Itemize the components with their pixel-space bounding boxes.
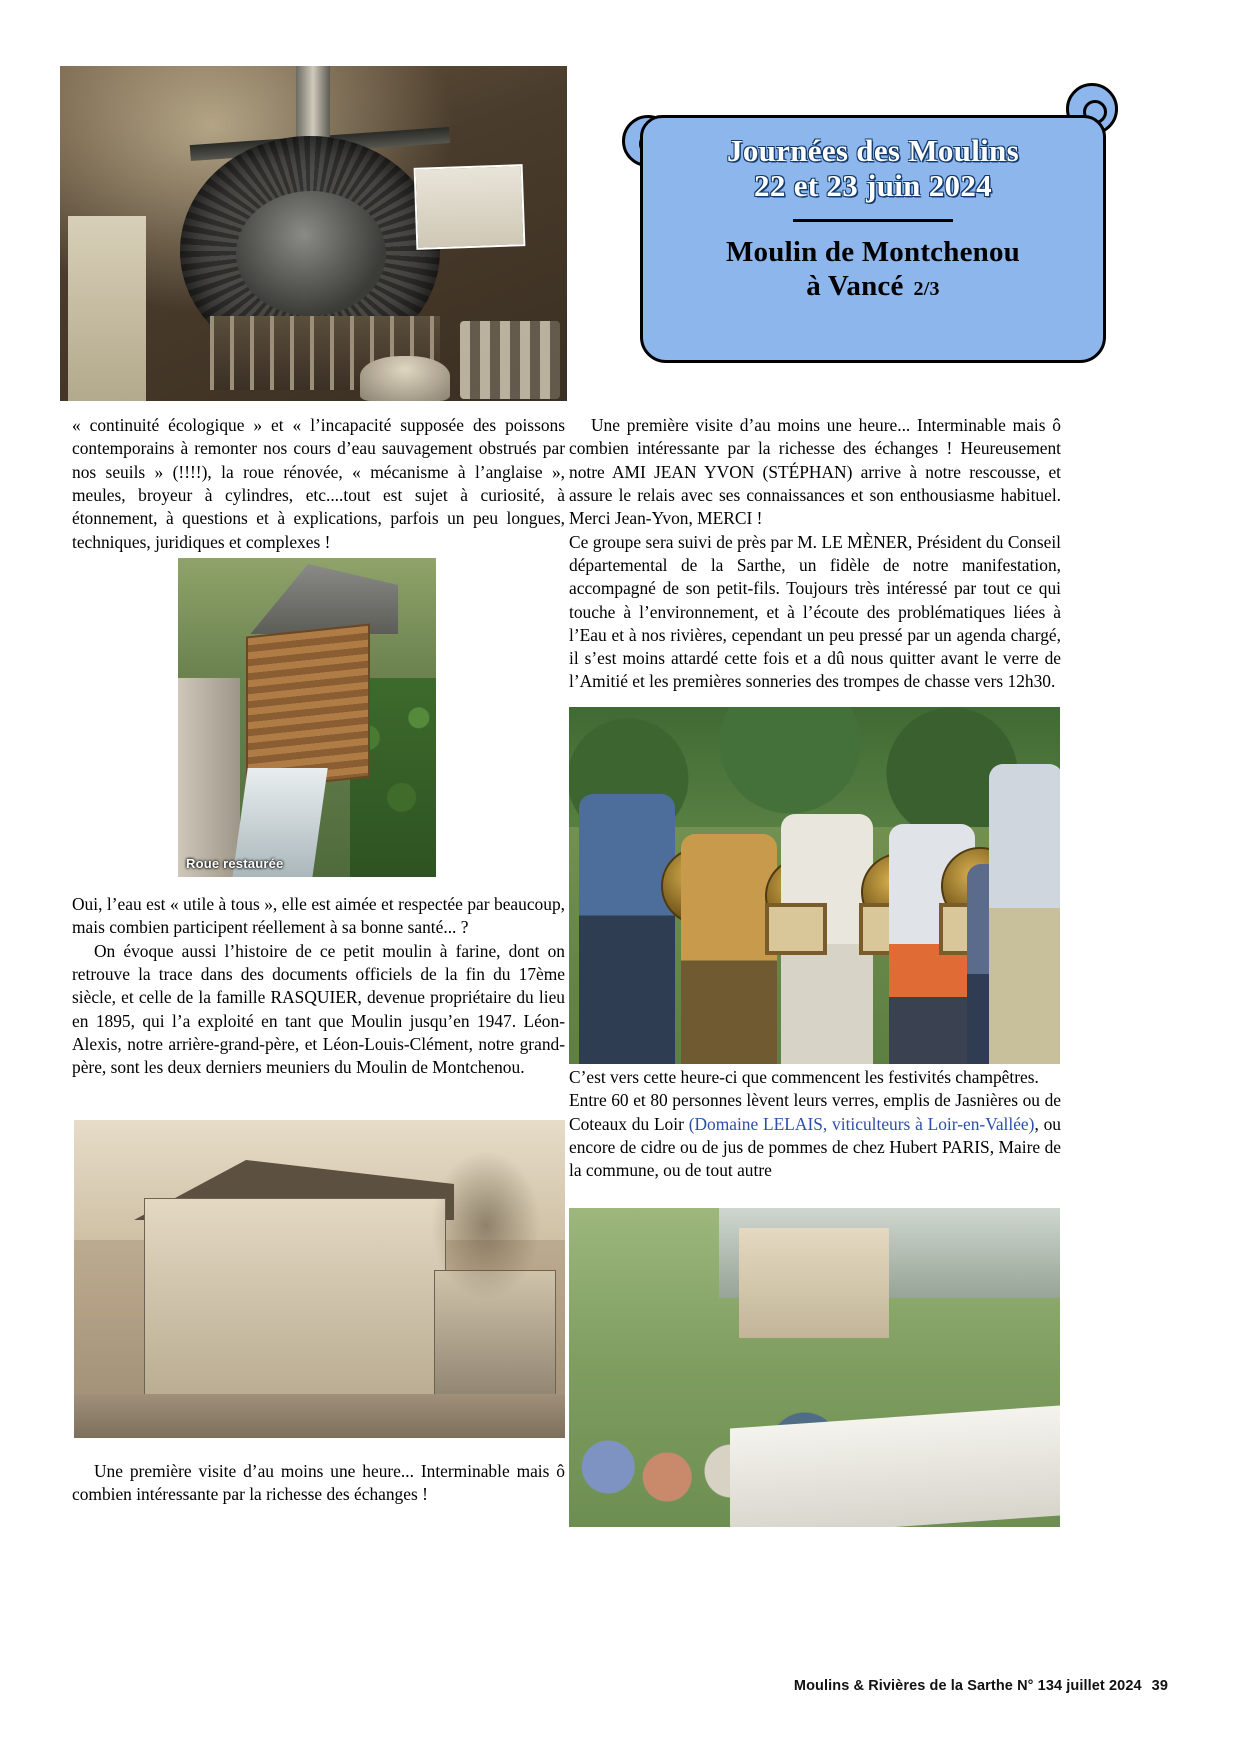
paragraph-part-b: , ou encore de cidre ou de jus de pommes de chez Hubert PARIS, Maire de la commune, ou de tout autre	[569, 1113, 1061, 1181]
mill-interior-photo	[60, 66, 567, 401]
paragraph-text: Ce groupe sera suivi de près par M. LE MÈNER, Président du Conseil départemental de la Sarthe, un fidèle de notre manifestation, accompagné de son petit-fils. Toujours très intéressé par tout ce qui touche à l’environnement, et à l’écoute des problématiques liées à l’Eau et à nos rivières, cependant un peu pressé par un agenda chargé, il s’est moins attardé cette fois et a dû nous quitter avant le verre de l’Amitié et les premières sonneries des trompes de chasse vers 12h30.	[569, 531, 1061, 692]
person	[989, 764, 1060, 1064]
page-footer	[794, 1678, 1168, 1694]
paragraph-text: « continuité écologique » et « l’incapacité supposée des poissons contemporains à remonter nos cours d’eau sauvagement obstrués par nos seuils » (!!!!), la roue rénovée, « mécanisme à l’anglaise », meules, broyeur à cylindres, etc....tout est sujet à curiosité, à étonnement, à questions et à explications, parfois un peu longues, techniques, juridiques et complexes !	[72, 415, 565, 552]
farm-house	[739, 1228, 889, 1338]
paragraph-text: C’est vers cette heure-ci que commencent les festivités champêtres.	[569, 1067, 1039, 1087]
left-column-paragraph-1	[72, 414, 565, 554]
framed-picture-on-easel	[765, 903, 827, 955]
floor-pot	[360, 356, 450, 401]
foreground-ground	[74, 1394, 565, 1438]
footer-publication-title: Moulins & Rivières de la Sarthe N° 134 juillet 2024	[793, 1678, 1142, 1694]
paragraph-text: Oui, l’eau est « utile à tous », elle est aimée et respectée par beaucoup, mais combien participent réellement à sa bonne santé... ?	[72, 894, 565, 938]
right-column-paragraphs-1	[569, 414, 1061, 694]
banner-title-line1: Journées des Moulins	[727, 133, 1019, 168]
footer-page-number: 39	[1151, 1678, 1168, 1694]
winery-link[interactable]: (Domaine LELAIS, viticulteurs à Loir-en-Vallée)	[688, 1113, 1035, 1134]
bare-tree	[431, 1150, 541, 1300]
buffet-table-photo	[569, 1208, 1060, 1527]
left-column-paragraph-3	[72, 1460, 565, 1507]
person	[681, 834, 777, 1064]
paragraph-text: Une première visite d’au moins une heure... Interminable mais ô combien intéressante par la richesse des échanges !	[72, 1461, 565, 1505]
banner-subtitle-line1: Moulin de Montchenou	[725, 236, 1021, 269]
bottles-row	[460, 321, 560, 399]
paragraph-text: On évoque aussi l’histoire de ce petit moulin à farine, dont on retrouve la trace dans des documents officiels de la fin du 17ème siècle, et celle de la famille RASQUIER, devenue propriétaire du lieu en 1895, qui l’a exploité en tant que Moulin jusqu’en 1947. Léon-Alexis, notre arrière-grand-père, et Léon-Louis-Clément, notre grand-père, sont les deux derniers meuniers du Moulin de Montchenou.	[72, 940, 565, 1078]
banner-subtitle-place: à Vancé	[806, 269, 904, 302]
paragraph-text-with-link	[569, 1089, 1061, 1182]
person	[579, 794, 675, 1064]
water-wheel	[246, 623, 370, 790]
paragraph-part-a: Entre 60 et 80 personnes lèvent leurs verres, emplis de Jasnières ou de Coteaux du Loir	[569, 1090, 1061, 1134]
framed-picture-on-wall	[414, 164, 526, 250]
old-mill-postcard-photo	[74, 1120, 565, 1438]
mill-roof	[218, 564, 398, 634]
banner-panel	[640, 115, 1106, 363]
banner-title-line2: 22 et 23 juin 2024	[754, 167, 992, 203]
event-title-banner	[622, 83, 1118, 373]
stone-wall	[178, 678, 240, 877]
hunting-horn-players-photo	[569, 707, 1060, 1064]
mill-inner-gear	[236, 191, 386, 316]
photo-caption: Roue restaurée	[186, 856, 284, 871]
banner-divider	[793, 219, 953, 222]
mill-building	[144, 1198, 446, 1400]
flour-sack	[68, 216, 146, 401]
banner-subtitle-line2	[661, 270, 1085, 303]
banner-page-count: 2/3	[913, 277, 940, 300]
right-column-paragraphs-2	[569, 1066, 1061, 1183]
paragraph-text: Une première visite d’au moins une heure... Interminable mais ô combien intéressante par la richesse des échanges ! Heureusement notre AMI JEAN YVON (STÉPHAN) arrive à notre rescousse, et assure le relais avec ses connaissances et son enthousiasme habituel. Merci Jean-Yvon, MERCI !	[569, 415, 1061, 529]
left-column-paragraphs-2	[72, 893, 565, 1080]
restored-wheel-photo	[178, 558, 436, 877]
